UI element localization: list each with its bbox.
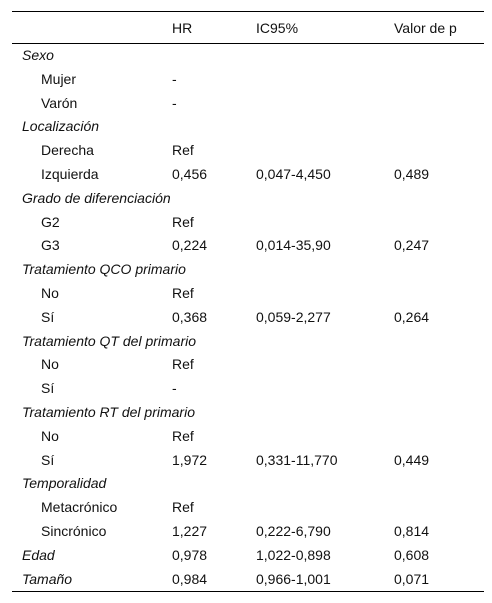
table-row <box>12 282 484 306</box>
row-group-label: Grado de diferenciación <box>22 189 171 206</box>
table-row <box>12 44 484 68</box>
hr-cell: 0,224 <box>172 237 208 254</box>
ci-cell: 0,014-35,90 <box>256 237 331 254</box>
row-label: G2 <box>41 213 60 230</box>
p-value-cell: 0,071 <box>394 570 430 587</box>
table-row <box>12 520 484 544</box>
row-label: Sí <box>41 380 55 397</box>
table-row <box>12 568 484 592</box>
row-label: Izquierda <box>41 165 99 182</box>
row-label: No <box>41 356 59 373</box>
header-hr: HR <box>172 20 193 36</box>
table-row <box>12 306 484 330</box>
row-group-label: Edad <box>22 546 55 563</box>
row-label: Sincrónico <box>41 522 107 539</box>
ci-cell: 0,047-4,450 <box>256 165 331 182</box>
row-label: G3 <box>41 237 60 254</box>
row-label: Sí <box>41 308 55 325</box>
row-group-label: Temporalidad <box>22 475 107 492</box>
row-label: Metacrónico <box>41 499 118 516</box>
p-value-cell: 0,814 <box>394 522 430 539</box>
hr-cell: Ref <box>172 142 194 159</box>
hr-cell: Ref <box>172 499 194 516</box>
table-row <box>12 377 484 401</box>
table-row <box>12 330 484 354</box>
hr-cell: 1,972 <box>172 451 208 468</box>
ci-cell: 1,022-0,898 <box>256 546 331 563</box>
table-row <box>12 544 484 568</box>
table-row <box>12 234 484 258</box>
table-row <box>12 92 484 116</box>
hr-cell: - <box>172 70 177 87</box>
ci-cell: 0,966-1,001 <box>256 570 331 587</box>
table-row <box>12 211 484 235</box>
bottom-rule <box>12 591 484 592</box>
table-body <box>12 44 484 591</box>
table-row <box>12 68 484 92</box>
header-p-value: Valor de p <box>394 20 457 36</box>
table-row <box>12 425 484 449</box>
row-label: Mujer <box>41 70 77 87</box>
p-value-cell: 0,608 <box>394 546 430 563</box>
ci-cell: 0,331-11,770 <box>256 451 338 468</box>
row-label: Varón <box>41 94 78 111</box>
ci-cell: 0,222-6,790 <box>256 522 331 539</box>
hr-cell: 0,984 <box>172 570 208 587</box>
row-group-label: Tamaño <box>22 570 73 587</box>
table-row <box>12 472 484 496</box>
hr-cell: - <box>172 94 177 111</box>
hr-cell: 0,978 <box>172 546 208 563</box>
p-value-cell: 0,449 <box>394 451 430 468</box>
p-value-cell: 0,264 <box>394 308 430 325</box>
row-label: Derecha <box>41 142 94 159</box>
table-row <box>12 115 484 139</box>
hr-cell: 0,368 <box>172 308 208 325</box>
row-label: No <box>41 427 59 444</box>
row-group-label: Tratamiento QT del primario <box>22 332 197 349</box>
table-row <box>12 449 484 473</box>
table-row <box>12 401 484 425</box>
row-group-label: Sexo <box>22 47 54 63</box>
row-group-label: Tratamiento RT del primario <box>22 403 195 420</box>
row-label: Sí <box>41 451 55 468</box>
table-row <box>12 353 484 377</box>
p-value-cell: 0,247 <box>394 237 430 254</box>
row-label: No <box>41 284 59 301</box>
header-ci: IC95% <box>256 20 299 36</box>
table-row <box>12 258 484 282</box>
hr-cell: Ref <box>172 356 194 373</box>
table-row <box>12 163 484 187</box>
hr-cell: Ref <box>172 213 194 230</box>
hr-cell: Ref <box>172 427 194 444</box>
table-row <box>12 496 484 520</box>
ci-cell: 0,059-2,277 <box>256 308 331 325</box>
table-row <box>12 139 484 163</box>
results-table <box>12 11 484 592</box>
row-group-label: Localización <box>22 118 100 135</box>
table-row <box>12 187 484 211</box>
p-value-cell: 0,489 <box>394 165 430 182</box>
table-header-row <box>12 12 484 43</box>
hr-cell: 1,227 <box>172 522 208 539</box>
hr-cell: Ref <box>172 284 194 301</box>
hr-cell: 0,456 <box>172 165 208 182</box>
row-group-label: Tratamiento QCO primario <box>22 261 186 278</box>
hr-cell: - <box>172 380 177 397</box>
